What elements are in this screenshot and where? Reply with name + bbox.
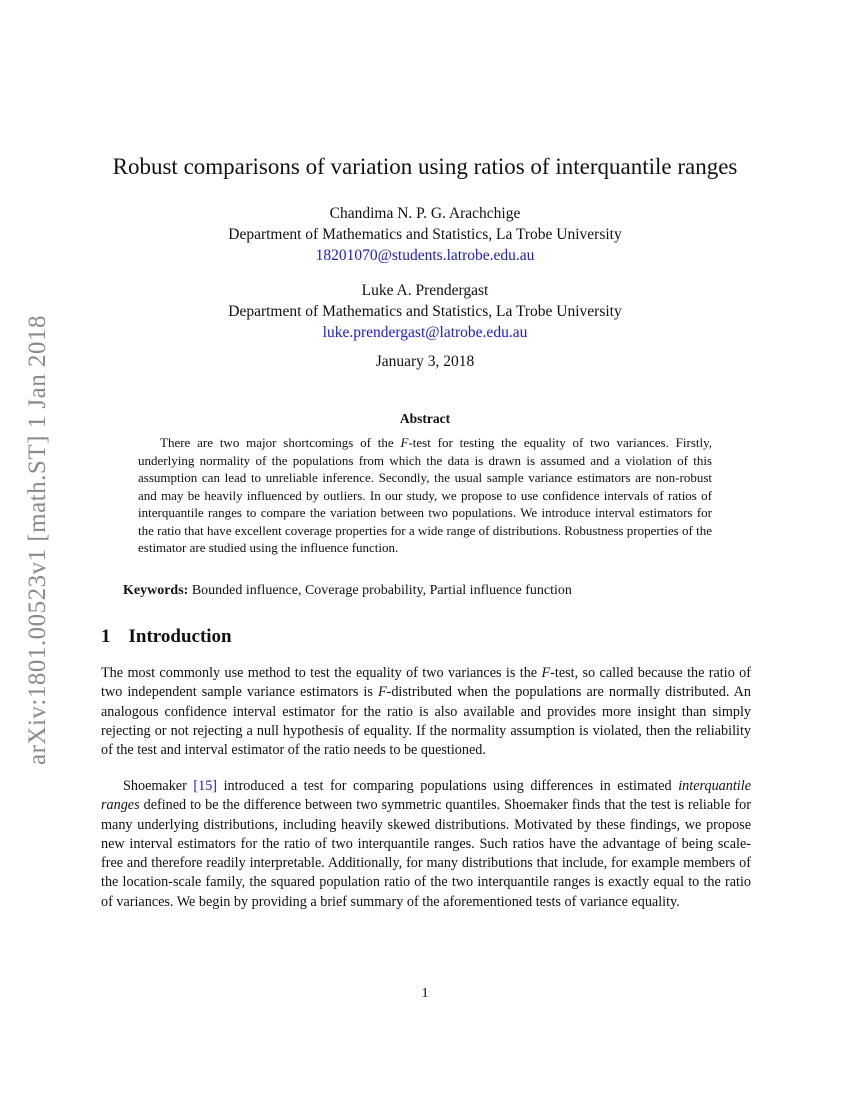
emphasis-text: interquantile ranges	[101, 778, 751, 814]
paper-title: Robust comparisons of variation using ratios of interquantile ranges	[112, 154, 738, 179]
author-affiliation: Department of Mathematics and Statistics, La Trobe University	[228, 303, 622, 320]
page-number: 1	[421, 986, 429, 1001]
keywords-label: Keywords:	[123, 583, 189, 598]
section-number: 1	[101, 626, 111, 647]
arxiv-sidebar-stamp	[20, 290, 56, 790]
abstract-text-run: -test for testing the equality of two variances. Firstly, underlying normality of the populations from which the data is drawn is assumed and a violation of this assumption can lead to unreliable inference. Secondly, the usual sample variance estimators are non-robust and may be heavily influenced by outliers. In our study, we propose to use confidence intervals of ratios of interquantile ranges to compare the variation between two populations. We introduce interval estimators for the ratio that have excellent coverage properties for a wide range of distributions. Robustness properties of the estimator are studied using the influence function.	[138, 435, 713, 555]
author-name: Luke A. Prendergast	[361, 282, 489, 299]
author-block-1	[150, 203, 700, 266]
keywords-line	[123, 583, 743, 599]
paragraph-text-run: defined to be the difference between two symmetric quantiles. Shoemaker finds that the test is reliable for many underlying distributions, including heavily skewed distributions. Motivated by these findings, we propose new interval estimators for the ratio of two interquantile ranges. Such ratios have the advantage of being scale-free and therefore readily interpretable. Additionally, for many distributions that include, for example members of the location-scale family, the squared population ratio of the two interquantile ranges is exactly equal to the ratio of variances. We begin by providing a brief summary of the aforementioned tests of variance equality.	[101, 797, 751, 910]
f-symbol: F	[377, 684, 387, 701]
paragraph-text-run: introduced a test for comparing populations using differences in estimated	[217, 778, 679, 794]
citation-link[interactable]: [15]	[193, 778, 218, 794]
paragraph-text-run: -distributed when the populations are normally distributed. An analogous confidence interval estimator for the ratio is also available and provides more insight than simply rejecting or not rejecting a null hypothesis of equality. If the normality assumption is violated, then the reliability of the test and interval estimator of the ratio needs to be questioned.	[101, 684, 751, 759]
author-block-2	[150, 280, 700, 343]
paper-date: January 3, 2018	[375, 353, 475, 370]
abstract-heading: Abstract	[399, 411, 451, 426]
author-affiliation: Department of Mathematics and Statistics, La Trobe University	[228, 226, 622, 243]
section-heading-introduction	[101, 626, 232, 648]
f-symbol: F	[541, 665, 551, 681]
author-name: Chandima N. P. G. Arachchige	[329, 205, 521, 222]
abstract-text-run: There are two major shortcomings of the	[160, 435, 401, 450]
intro-paragraph-2	[101, 777, 751, 912]
intro-paragraph-1	[101, 664, 751, 760]
f-symbol: F	[400, 435, 409, 450]
author-email-link[interactable]: 18201070@students.latrobe.edu.au	[315, 247, 535, 264]
paragraph-text-run: The most commonly use method to test the equality of two variances is the	[101, 665, 542, 681]
paragraph-text-run: Shoemaker	[123, 778, 194, 794]
paragraph-text-run: -test, so called because the ratio of two independent sample variance estimators is	[101, 665, 751, 701]
section-title: Introduction	[128, 626, 232, 647]
arxiv-identifier: arXiv:1801.00523v1 [math.ST] 1 Jan 2018	[24, 314, 51, 766]
author-email-link[interactable]: luke.prendergast@latrobe.edu.au	[322, 324, 528, 341]
keywords-text: Bounded influence, Coverage probability, Partial influence function	[191, 583, 572, 598]
abstract-body	[138, 434, 712, 557]
